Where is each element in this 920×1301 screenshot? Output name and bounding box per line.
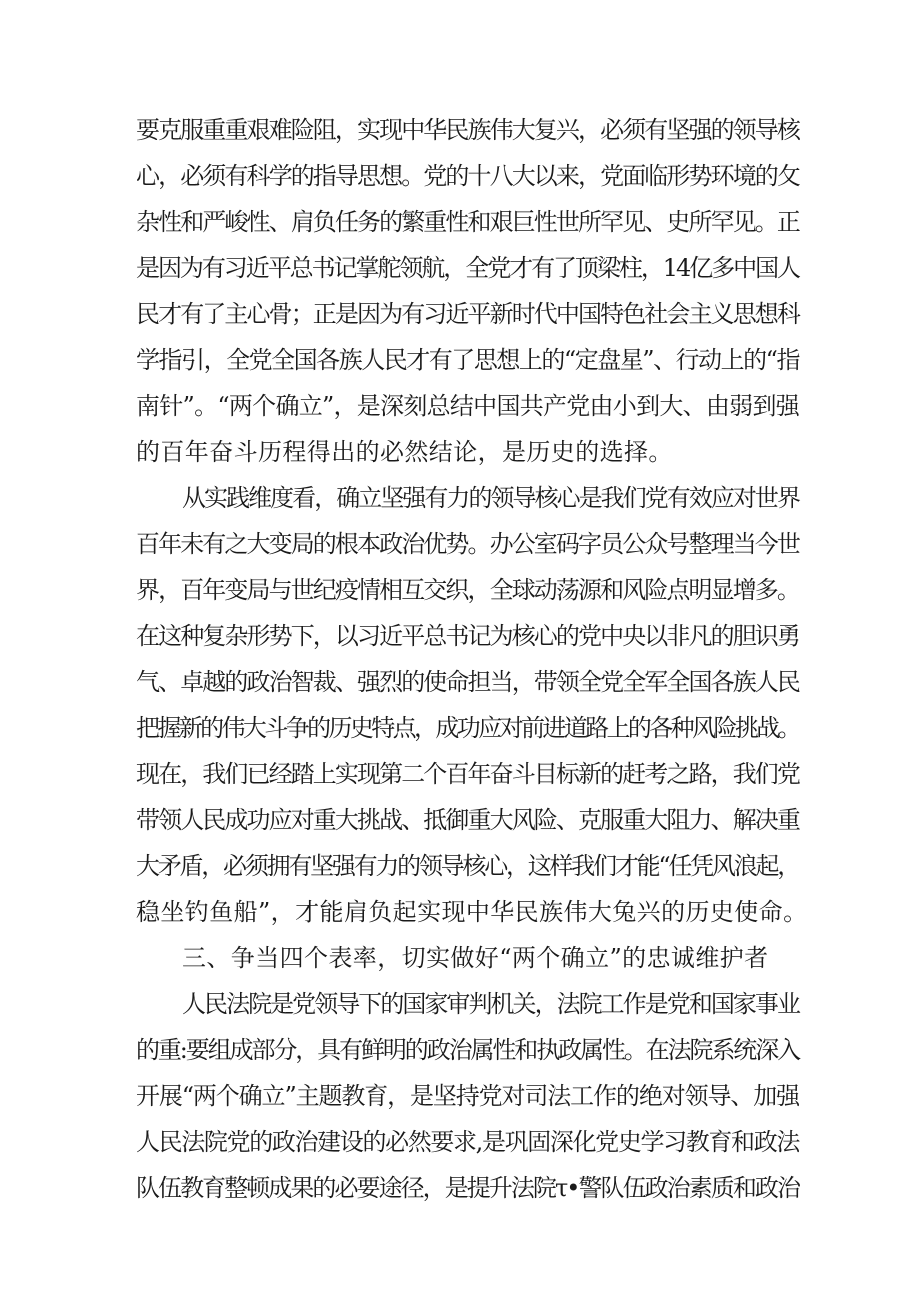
text-line: 学指引，全党全国各族人民才有了思想上的“定盘星”、行动上的“指 — [136, 346, 799, 374]
text-line: 人民法院党的政治建设的必然要求,是巩固深化党史学习教育和政法 — [136, 1128, 799, 1156]
text-line: 带领人民成功应对重大挑战、抵御重大风险、克服重大阻力、解决重 — [136, 806, 799, 834]
text-line: 队伍教育整顿成果的必要途径，是提升法院τ•警队伍政治素质和政治 — [136, 1174, 799, 1202]
text-line: 稳坐钓鱼船”，才能肩负起实现中华民族伟大兔兴的历史使命。 — [136, 898, 808, 926]
text-line: 界，百年变局与世纪疫情相互交织，全球动荡源和风险点明显增多。 — [136, 576, 799, 604]
text-line: 民才有了主心骨；正是因为有习近平新时代中国特色社会主义思想科 — [136, 300, 799, 328]
text-line: 要克服重重艰难险阻，实现中华民族伟大复兴，必须有坚强的领导核 — [136, 116, 799, 144]
text-line: 把握新的伟大斗争的历史特点，成功应对前进道路上的各种风险挑战。 — [136, 714, 799, 742]
text-line: 气、卓越的政治智裁、强烈的使命担当，带领全党全军全国各族人民 — [136, 668, 799, 696]
text-line: 大矛盾，必须拥有坚强有力的领导核心，这样我们才能“任凭风浪起， — [136, 852, 799, 880]
text-line: 开展“两个确立”主题教育，是坚持党对司法工作的绝对领导、加强 — [136, 1082, 799, 1110]
text-line: 是因为有习近平总书记掌舵领航，全党才有了顶梁柱，14亿多中国人 — [136, 254, 799, 282]
text-line: 百年未有之大变局的根本政治优势。办公室码字员公众号整理当今世 — [136, 530, 799, 558]
text-line: 南针”。“两个确立”，是深刻总结中国共产党由小到大、由弱到强 — [136, 392, 799, 420]
paragraph-start-line: 从实践维度看，确立坚强有力的领导核心是我们党有效应对世界 — [182, 484, 799, 512]
text-line: 现在，我们已经踏上实现第二个百年奋斗目标新的赶考之路，我们党 — [136, 760, 799, 788]
section-heading: 三、争当四个表率，切实做好“两个确立”的忠诚维护者 — [182, 944, 769, 972]
text-line: 的重:要组成部分，具有鲜明的政治属性和执政属性。在法院系统深入 — [136, 1036, 799, 1064]
text-line: 杂性和严峻性、肩负任务的繁重性和艰巨性世所罕见、史所罕见。正 — [136, 208, 799, 236]
paragraph-start-line: 人民法院是党领导下的国家审判机关，法院工作是党和国家事业 — [182, 990, 799, 1018]
text-line: 的百年奋斗历程得出的必然结论，是历史的选择。 — [136, 438, 673, 466]
text-line: 在这种复杂形势下，以习近平总书记为核心的党中央以非凡的胆识勇 — [136, 622, 799, 650]
text-line: 心，必须有科学的指导思想。党的十八大以来，党面临形势环境的攵 — [136, 162, 799, 190]
